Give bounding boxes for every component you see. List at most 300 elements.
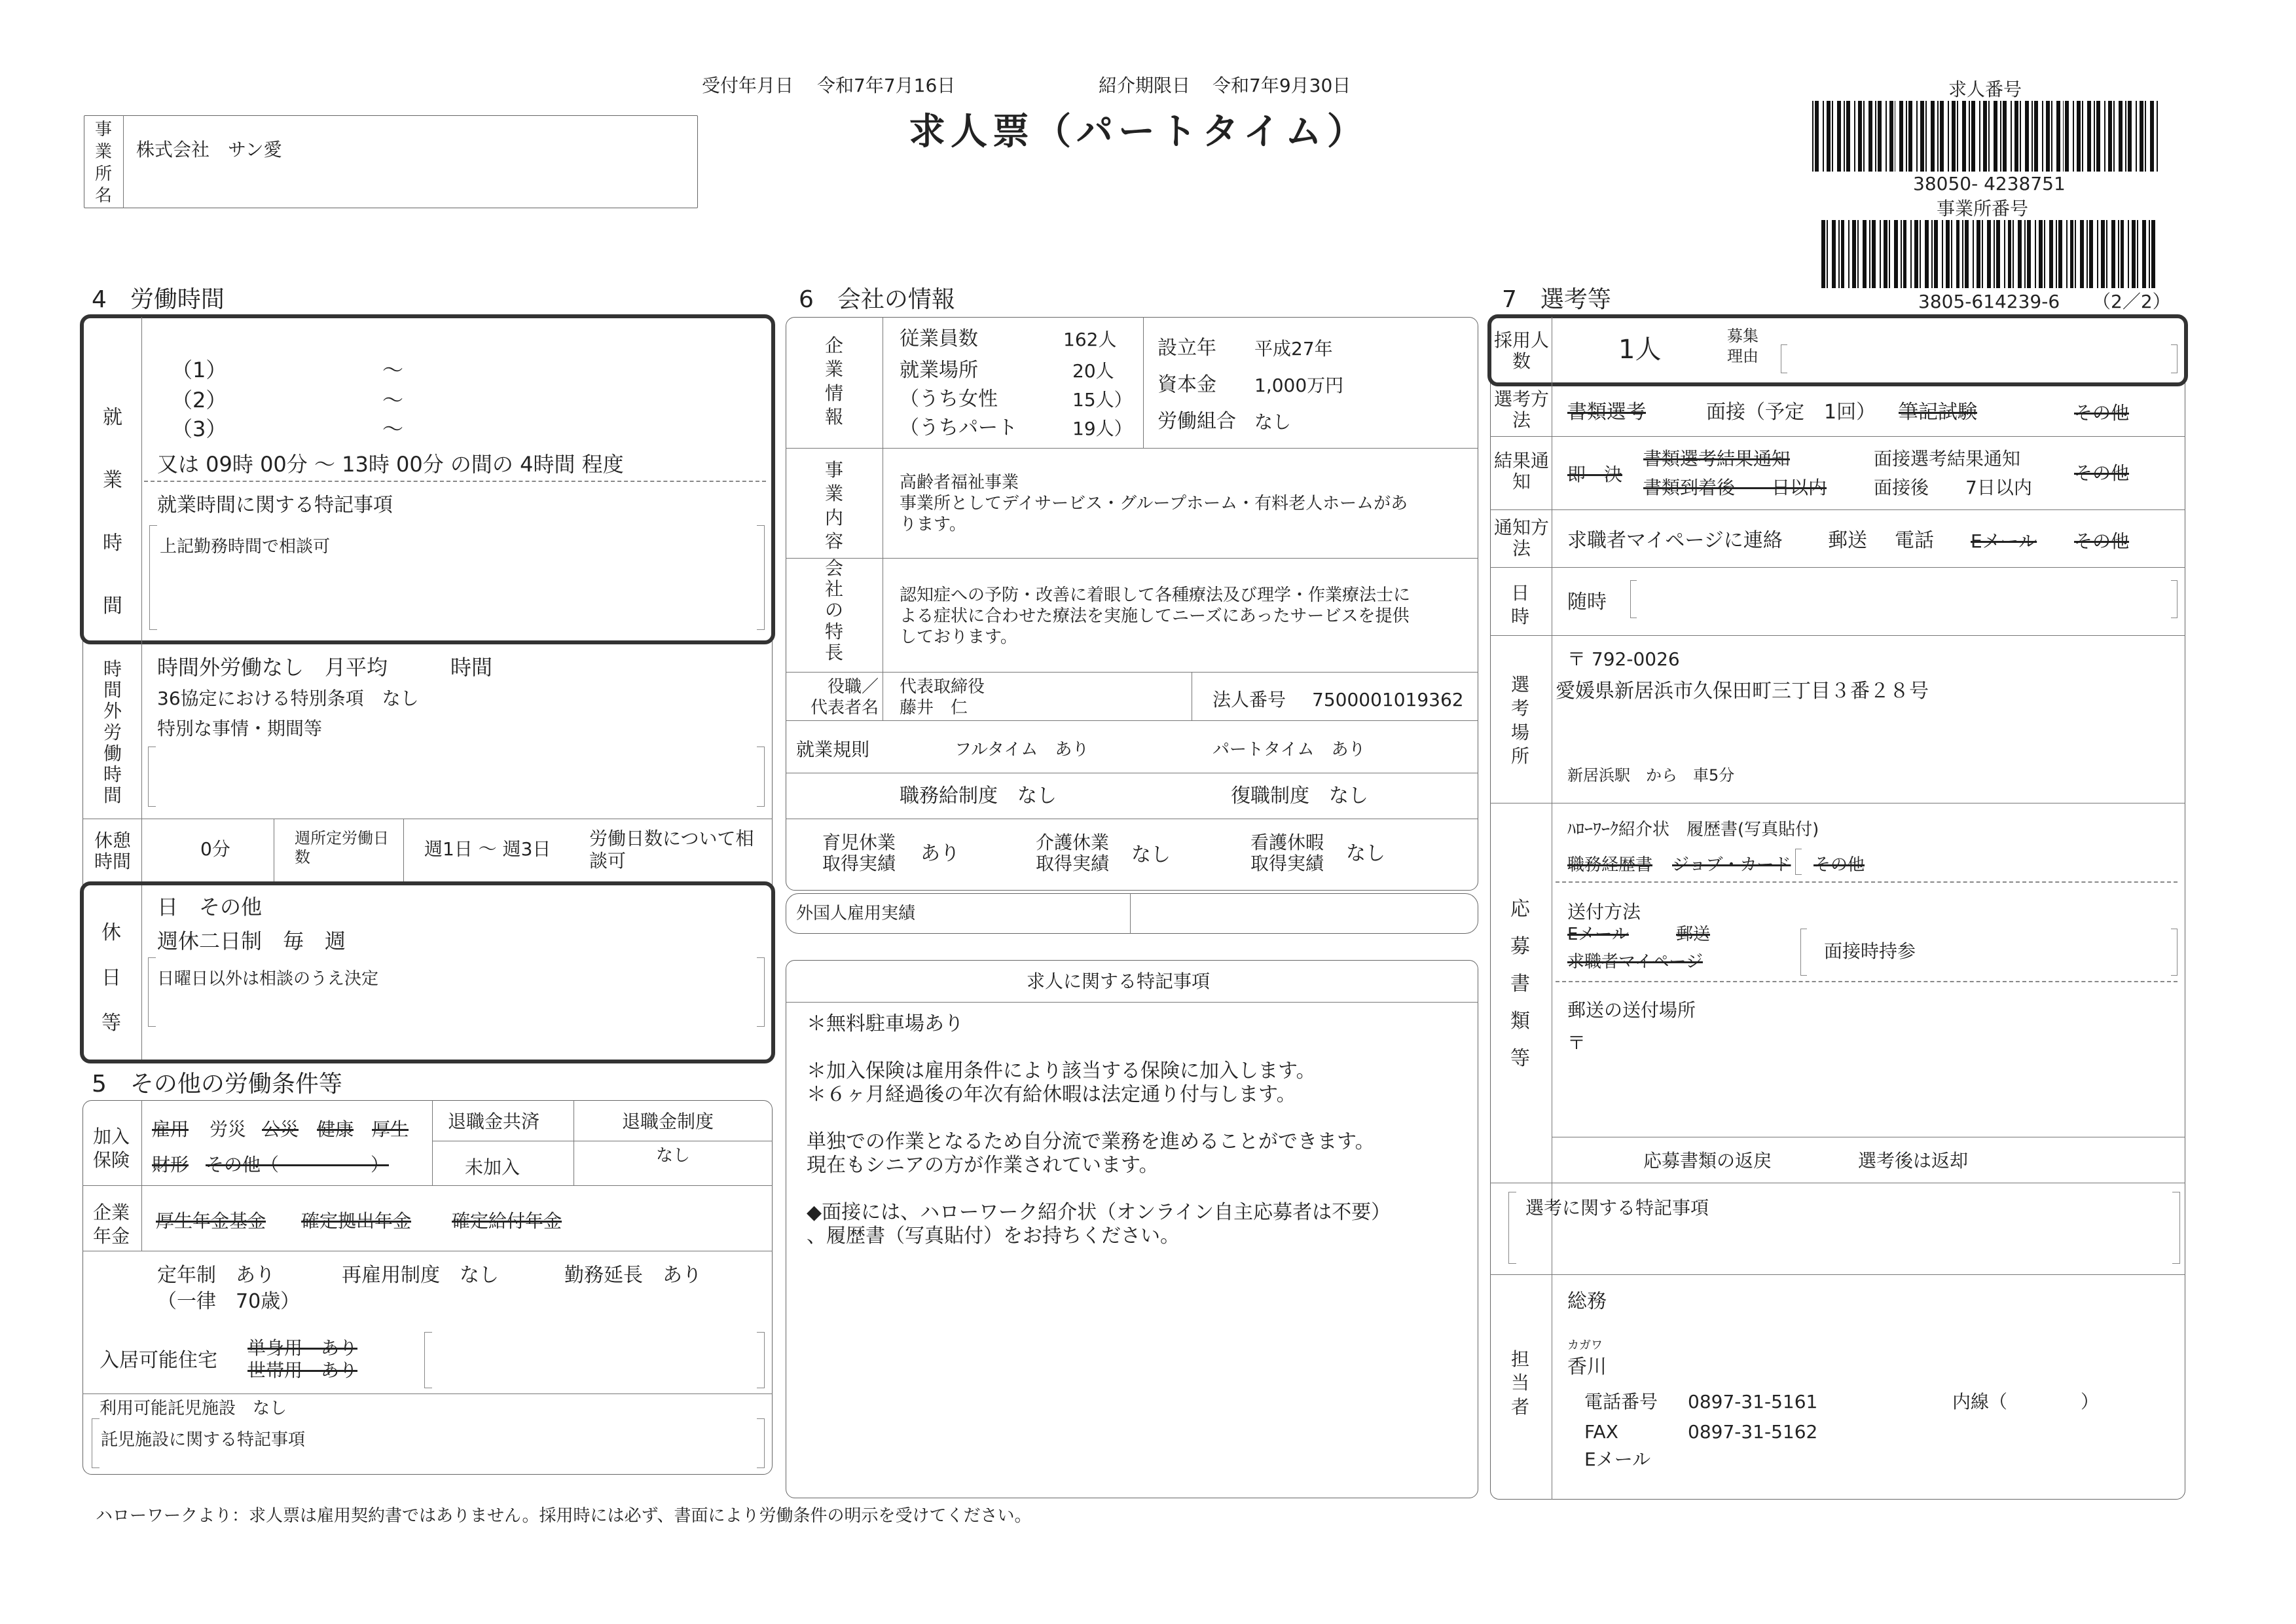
barcode-bar	[1903, 220, 1907, 288]
barcode-bar	[1863, 220, 1867, 288]
job-special-line: ＊６ヶ月経過後の年次有給休暇は法定通り付与します。	[807, 1083, 1296, 1106]
job-special-line: ＊無料駐車場あり	[807, 1012, 964, 1035]
barcode-bar	[1821, 220, 1825, 288]
barcode-bar	[1925, 101, 1927, 172]
office-number-label: 事業所番号	[1937, 198, 2029, 219]
insurance-other: その他（ ）	[206, 1154, 390, 1175]
barcode-bar	[1838, 220, 1840, 288]
insurance-kosei: 厚生	[372, 1118, 409, 1140]
barcode-bar	[1996, 220, 2000, 288]
establishment-box	[84, 115, 698, 208]
barcode-bar	[1846, 101, 1850, 172]
barcode-bar	[2070, 220, 2074, 288]
section-6-heading: 6 会社の情報	[799, 286, 955, 313]
barcode-bar	[1931, 101, 1935, 172]
holiday-label: 休日等	[101, 921, 121, 1035]
weekly-days: 週1日 〜 週3日	[424, 838, 551, 860]
barcode-bar	[1832, 220, 1836, 288]
section-4-heading: 4 労働時間	[92, 286, 225, 313]
barcode-bar	[2094, 101, 2095, 172]
barcode-bar	[2014, 101, 2018, 172]
barcode-bar	[2063, 101, 2064, 172]
nursing-leave-label: 看護休暇	[1250, 832, 1324, 853]
barcode-bar	[2039, 220, 2043, 288]
barcode-bar	[1889, 101, 1893, 172]
barcode-bar	[1957, 101, 1958, 172]
barcode-bar	[2104, 101, 2105, 172]
barcode-bar	[2118, 220, 2119, 288]
job-special-line: 現在もシニアの方が作業されています。	[807, 1154, 1159, 1177]
barcode-bar	[1920, 220, 1921, 288]
barcode-bar	[2086, 220, 2088, 288]
job-special-line: ◆面接には、ハローワーク紹介状（オンライン自主応募者は不要）	[807, 1201, 1391, 1224]
shift-1-label: （1）	[172, 358, 227, 382]
barcode-bar	[2056, 101, 2060, 172]
business-line-3: ります。	[900, 515, 966, 534]
result-interview-label: 面接選考結果通知	[1874, 448, 2021, 470]
rep-label-2: 代表者名	[810, 698, 879, 718]
establishment-name: 株式会社 サン愛	[136, 139, 282, 160]
barcode-bar	[2034, 101, 2038, 172]
insurance-label: 加入保険	[92, 1126, 130, 1172]
barcode-bar	[1832, 101, 1833, 172]
barcode-bar	[2025, 101, 2029, 172]
result-interview-days: 面接後 7日以内	[1874, 477, 2032, 498]
barcode-bar	[1878, 101, 1882, 172]
capital-value: 1,000万円	[1254, 375, 1344, 396]
capital-label: 資本金	[1157, 373, 1216, 396]
fax-label: FAX	[1584, 1421, 1618, 1443]
agreement-36: 36協定における特別条項 なし	[157, 688, 419, 709]
barcode-bar	[1837, 101, 1841, 172]
barcode-bar	[1880, 220, 1881, 288]
rep-title: 代表取締役	[900, 677, 985, 697]
post-place-label: 郵送の送付場所	[1567, 999, 1696, 1021]
hire-count-thick-box	[1487, 314, 2188, 386]
selection-access: 新居浜駅 から 車5分	[1567, 766, 1735, 784]
retirement-age: 定年制 あり	[157, 1264, 275, 1287]
barcode-bar	[1962, 220, 1963, 288]
special-circumstances: 特別な事情・期間等	[157, 718, 323, 739]
selection-postal: 〒 792-0026	[1567, 648, 1680, 670]
rehire-system: 再雇用制度 なし	[342, 1264, 499, 1287]
job-special-line: 、履歴書（写真貼付）をお持ちください。	[807, 1225, 1180, 1247]
housing-label: 入居可能住宅	[100, 1349, 217, 1372]
childcare-leave-value: あり	[920, 842, 960, 865]
job-special-line: 単独での作業となるため自分流で業務を進めることができます。	[807, 1130, 1375, 1153]
barcode-bar	[1844, 101, 1845, 172]
barcode-bar	[1852, 220, 1856, 288]
barcode-bar	[2157, 101, 2158, 172]
corporate-number: 7500001019362	[1312, 689, 1464, 710]
break-label: 休憩時間	[94, 830, 131, 873]
barcode-bar	[1875, 101, 1876, 172]
barcode-bar	[1994, 101, 1997, 172]
barcode-bar	[1940, 101, 1944, 172]
send-post: 郵送	[1676, 925, 1711, 944]
business-line-2: 事業所としてデイサービス・グループホーム・有料老人ホームがあ	[900, 494, 1408, 513]
barcode-bar	[1863, 101, 1865, 172]
barcode-bar	[1914, 220, 1918, 288]
employees-label: 従業員数	[900, 327, 978, 350]
application-docs-label: 応募書類等	[1510, 898, 1530, 1070]
barcode-bar	[1973, 220, 1974, 288]
contact-department: 総務	[1567, 1290, 1607, 1313]
barcode-bar	[2142, 220, 2146, 288]
work-hours-label: 就業時間	[103, 406, 122, 618]
barcode-bar	[2058, 220, 2062, 288]
recruit-reason-label: 募集理由	[1727, 327, 1758, 366]
company-info-label: 企業情報	[824, 335, 843, 428]
barcode-bar	[1987, 220, 1991, 288]
barcode-bar	[2065, 101, 2069, 172]
women-value: 15人）	[1072, 389, 1133, 411]
barcode-bar	[2020, 101, 2021, 172]
section-7-heading: 7 選考等	[1502, 286, 1611, 313]
days-note: 労働日数について相談可	[589, 828, 754, 872]
barcode-bar	[1948, 101, 1949, 172]
docs-other: その他	[1813, 855, 1865, 875]
barcode-bar	[1988, 101, 1990, 172]
phone-number: 0897-31-5161	[1688, 1391, 1818, 1412]
barcode-bar	[1983, 101, 1987, 172]
barcode-bar	[2077, 101, 2081, 172]
barcode-bar	[2119, 101, 2123, 172]
footer-note: ハローワークより：求人票は雇用契約書ではありません。採用時には必ず、書面により労働条件の明示を受けてください。	[96, 1506, 1032, 1526]
job-number: 38050- 4238751	[1913, 173, 2066, 194]
received-date: 令和7年7月16日	[817, 75, 956, 96]
care-leave-value: なし	[1131, 843, 1171, 866]
barcode-bar	[2027, 220, 2031, 288]
result-immediate: 即 決	[1567, 464, 1623, 485]
founded-value: 平成27年	[1254, 338, 1333, 360]
work-rules-label: 就業規則	[796, 739, 870, 760]
barcode-bar	[1841, 220, 1845, 288]
barcode-bar	[1925, 220, 1929, 288]
job-special-heading: 求人に関する特記事項	[1027, 970, 1211, 992]
method-other: その他	[2074, 402, 2130, 424]
barcode-bar	[2046, 101, 2050, 172]
childcare-leave-label-2: 取得実績	[822, 853, 896, 874]
selection-special-label: 選考に関する特記事項	[1525, 1197, 1709, 1219]
insurance-kenko: 健康	[317, 1118, 354, 1140]
weekly-days-label: 週所定労働日数	[295, 829, 389, 866]
received-label: 受付年月日	[702, 75, 794, 96]
job-special-line	[807, 1036, 1391, 1060]
barcode-bar	[1901, 220, 1902, 288]
work-rules-parttime: パートタイム あり	[1212, 740, 1366, 760]
barcode-bar	[1977, 220, 1980, 288]
establishment-label: 事業所名	[94, 120, 112, 206]
barcode-bar	[2051, 101, 2052, 172]
job-special-line	[807, 1107, 1391, 1130]
workplace-label: 就業場所	[900, 359, 978, 382]
barcode-bar	[1827, 101, 1831, 172]
care-leave-label: 介護休業	[1036, 832, 1110, 853]
duty-pay-system: 職務給制度 なし	[900, 784, 1057, 807]
housing-family: 世帯用 あり	[247, 1359, 358, 1381]
barcode-bar	[1823, 101, 1824, 172]
deadline-date: 令和7年9月30日	[1212, 75, 1351, 96]
barcode-bar	[1994, 220, 1995, 288]
barcode-bar	[1858, 101, 1862, 172]
retire-mutual-label: 退職金共済	[448, 1111, 540, 1132]
barcode-bar	[2089, 220, 2093, 288]
business-line-1: 高齢者福祉事業	[900, 473, 1019, 492]
shift-2-tilde: 〜	[382, 388, 404, 413]
barcode-bar	[1969, 101, 1970, 172]
retire-system-value: なし	[656, 1146, 691, 1166]
barcode-bar	[1895, 101, 1896, 172]
work-hours-range: 又は 09時 00分 〜 13時 00分 の間の 4時間 程度	[157, 452, 624, 477]
barcode-bar	[2080, 220, 2084, 288]
barcode-bar	[1952, 101, 1956, 172]
barcode-bar	[2128, 101, 2132, 172]
barcode-bar	[2121, 220, 2124, 288]
result-document-days: 書類到着後 日以内	[1643, 477, 1827, 498]
method-interview: 面接（予定 1回）	[1706, 401, 1876, 424]
contact-label: 担当者	[1510, 1348, 1529, 1418]
docs-required: ﾊﾛｰﾜｰｸ紹介状 履歴書(写真貼付)	[1567, 820, 1819, 840]
barcode-bar	[2018, 220, 2022, 288]
selection-date-value: 随時	[1567, 591, 1607, 614]
selection-address: 愛媛県新居浜市久保田町三丁目３番２８号	[1556, 680, 1929, 703]
features-label: 会社の特長	[824, 557, 843, 663]
barcode-bar	[1965, 220, 1969, 288]
barcode-bar	[2011, 101, 2012, 172]
insurance-kosai: 公災	[262, 1118, 299, 1140]
barcode-bar	[1951, 220, 1952, 288]
barcode-bar	[2008, 220, 2012, 288]
barcode-bar	[2125, 101, 2126, 172]
selection-method-label: 選考方法	[1494, 388, 1550, 432]
notify-other: その他	[2074, 530, 2130, 552]
barcode-bar	[1869, 220, 1870, 288]
barcode-bar	[1934, 220, 1938, 288]
barcode-bar	[2056, 220, 2057, 288]
part-label: （うちパート	[900, 416, 1017, 439]
result-notice-label: 結果通知	[1494, 450, 1550, 493]
barcode-bar	[2132, 220, 2136, 288]
barcode-bar	[2004, 220, 2005, 288]
shift-1-tilde: 〜	[382, 358, 404, 382]
foreign-employment-label: 外国人雇用実績	[796, 904, 916, 923]
barcode-bar	[1827, 220, 1828, 288]
hire-count-label: 採用人数	[1494, 329, 1550, 373]
corporate-number-label: 法人番号	[1212, 689, 1286, 710]
barcode-bar	[2049, 220, 2053, 288]
workplace-value: 20人	[1072, 360, 1114, 382]
barcode-bar	[1812, 101, 1813, 172]
barcode-bar	[1916, 101, 1918, 172]
section-5-heading: 5 その他の労働条件等	[92, 1071, 342, 1098]
barcode-bar	[2035, 220, 2036, 288]
send-method-label: 送付方法	[1567, 901, 1641, 923]
work-hours-special-text: 上記勤務時間で相談可	[160, 537, 331, 557]
shift-2-label: （2）	[172, 388, 227, 413]
overtime-text: 時間外労働なし 月平均 時間	[157, 655, 493, 680]
childcare-leave-label: 育児休業	[822, 832, 896, 853]
retire-mutual-value: 未加入	[465, 1156, 520, 1178]
employees-value: 162人	[1063, 329, 1117, 350]
page-title: 求人票（パートタイム）	[909, 111, 1369, 153]
barcode-bar	[1962, 101, 1966, 172]
barcode-bar	[1946, 220, 1950, 288]
return-value: 選考後は返却	[1858, 1150, 1969, 1172]
job-special-notes	[807, 1012, 1391, 1248]
barcode-bar	[2096, 101, 2100, 172]
barcode-bar	[2013, 220, 2014, 288]
job-number-label: 求人番号	[1948, 79, 2022, 100]
page-number: （2／2）	[2092, 291, 2171, 312]
contact-name: 香川	[1567, 1356, 1607, 1378]
nursing-leave-value: なし	[1346, 842, 1385, 865]
founded-label: 設立年	[1157, 337, 1216, 360]
barcode-bar	[2113, 101, 2115, 172]
insurance-rousai: 労災	[210, 1118, 247, 1140]
childcare-special: 託児施設に関する特記事項	[101, 1430, 306, 1450]
holiday-system: 週休二日制 毎 週	[157, 929, 346, 953]
work-rules-fulltime: フルタイム あり	[955, 740, 1089, 760]
contact-kana: カガワ	[1567, 1338, 1603, 1352]
docs-jobcard: ジョブ・カード	[1672, 855, 1791, 875]
result-document: 書類選考結果通知	[1643, 448, 1791, 470]
holiday-days: 日 その他	[157, 895, 263, 919]
shift-3-tilde: 〜	[382, 416, 404, 441]
shift-3-label: （3）	[172, 416, 227, 441]
return-label: 応募書類の返戻	[1643, 1150, 1772, 1172]
barcode-bar	[1854, 101, 1855, 172]
barcode-bar	[2137, 220, 2138, 288]
notify-phone: 電話	[1895, 529, 1934, 552]
reinstatement-system: 復職制度 なし	[1231, 784, 1368, 807]
insurance-koyo: 雇用	[152, 1118, 189, 1140]
barcode-bar	[2108, 101, 2112, 172]
nursing-leave-label-2: 取得実績	[1250, 853, 1324, 874]
selection-place-label: 選考場所	[1510, 674, 1529, 767]
housing-single: 単身用 あり	[247, 1337, 358, 1359]
barcode-bar	[2111, 220, 2115, 288]
docs-cv: 職務経歴書	[1567, 855, 1653, 875]
pension-label: 企業年金	[92, 1202, 130, 1247]
deadline-label: 紹介期限日	[1099, 75, 1191, 96]
features-line-2: よる症状に合わせた療法を実施してニーズにあったサービスを提供	[900, 606, 1410, 626]
barcode-bar	[1910, 220, 1912, 288]
method-written: 筆記試験	[1899, 401, 1977, 424]
barcode-bar	[2032, 101, 2033, 172]
insurance-zaikei: 財形	[152, 1154, 189, 1175]
send-mypage: 求職者マイページ	[1567, 952, 1703, 972]
barcode-bar	[1857, 220, 1859, 288]
notify-email: Eメール	[1971, 530, 2037, 552]
barcode-bar	[1899, 101, 1903, 172]
care-leave-label-2: 取得実績	[1036, 853, 1110, 874]
barcode-bar	[2149, 220, 2150, 288]
barcode-bar	[2075, 220, 2076, 288]
union-label: 労働組合	[1157, 410, 1236, 433]
work-extension: 勤務延長 あり	[564, 1264, 702, 1287]
email-label: Eメール	[1584, 1449, 1651, 1470]
part-value: 19人）	[1072, 418, 1133, 439]
retire-system-label: 退職金制度	[622, 1111, 714, 1132]
childcare-facility: 利用可能託児施設 なし	[100, 1399, 287, 1418]
barcode-bar	[1906, 101, 1907, 172]
barcode-bar	[2150, 101, 2154, 172]
barcode-bar	[1979, 101, 1980, 172]
features-line-3: しております。	[900, 627, 1017, 647]
barcode-bar	[2044, 220, 2045, 288]
barcode-bar	[2101, 220, 2105, 288]
barcode-bar	[2106, 220, 2107, 288]
features-line-1: 認知症への予防・改善に着眼して各種療法及び理学・作業療法士に	[900, 585, 1411, 605]
notify-mypage: 求職者マイページに連絡	[1567, 529, 1783, 552]
break-value: 0分	[200, 838, 230, 860]
barcode-bar	[2128, 220, 2129, 288]
notify-post: 郵送	[1828, 529, 1867, 552]
pension-kyufu: 確定給付年金	[452, 1210, 562, 1232]
barcode-bar	[2000, 101, 2001, 172]
send-note: 面接時持参	[1824, 940, 1916, 962]
barcode-bar	[1848, 220, 1850, 288]
rep-label-1: 役職／	[827, 677, 879, 697]
union-value: なし	[1254, 411, 1292, 433]
barcode-bar	[1872, 220, 1876, 288]
job-special-line: ＊加入保険は雇用条件により該当する保険に加入します。	[807, 1060, 1316, 1082]
barcode-bar	[2151, 220, 2155, 288]
hire-count: 1人	[1618, 335, 1662, 365]
job-special-line	[807, 1177, 1391, 1201]
barcode-bar	[2024, 220, 2026, 288]
barcode-bar	[2073, 101, 2074, 172]
barcode-bar	[1815, 101, 1819, 172]
office-number: 3805-614239-6	[1918, 291, 2060, 312]
barcode-bar	[1982, 220, 1983, 288]
women-label: （うち女性	[900, 388, 998, 411]
barcode-bar	[1884, 220, 1887, 288]
barcode-bar	[2042, 101, 2043, 172]
pension-kyoshutsu: 確定拠出年金	[301, 1210, 412, 1232]
barcode-bar	[1937, 101, 1939, 172]
barcode-bar	[1894, 220, 1898, 288]
office-number-barcode	[1821, 220, 2159, 288]
phone-label: 電話番号	[1584, 1391, 1658, 1412]
barcode-bar	[1908, 101, 1912, 172]
rep-name: 藤井 仁	[900, 698, 968, 718]
barcode-bar	[2136, 101, 2137, 172]
barcode-bar	[2003, 101, 2007, 172]
selection-date-label: 日時	[1510, 582, 1529, 628]
holiday-note: 日曜日以外は相談のうえ決定	[157, 969, 379, 989]
work-hours-special-label: 就業時間に関する特記事項	[157, 494, 393, 517]
retirement-age-detail: （一律 70歳）	[157, 1290, 301, 1313]
barcode-bar	[1942, 220, 1943, 288]
notify-method-label: 通知方法	[1494, 517, 1550, 560]
barcode-bar	[1920, 101, 1924, 172]
barcode-bar	[2087, 101, 2091, 172]
barcode-bar	[2145, 101, 2146, 172]
fax-number: 0897-31-5162	[1688, 1421, 1818, 1443]
barcode-bar	[1889, 220, 1890, 288]
business-label: 事業内容	[824, 459, 843, 553]
barcode-bar	[2082, 101, 2083, 172]
barcode-bar	[2097, 220, 2098, 288]
barcode-bar	[1931, 220, 1933, 288]
barcode-bar	[1886, 101, 1887, 172]
barcode-bar	[1868, 101, 1872, 172]
pension-kikin: 厚生年金基金	[156, 1210, 266, 1232]
barcode-bar	[2140, 101, 2143, 172]
barcode-bar	[1971, 101, 1975, 172]
